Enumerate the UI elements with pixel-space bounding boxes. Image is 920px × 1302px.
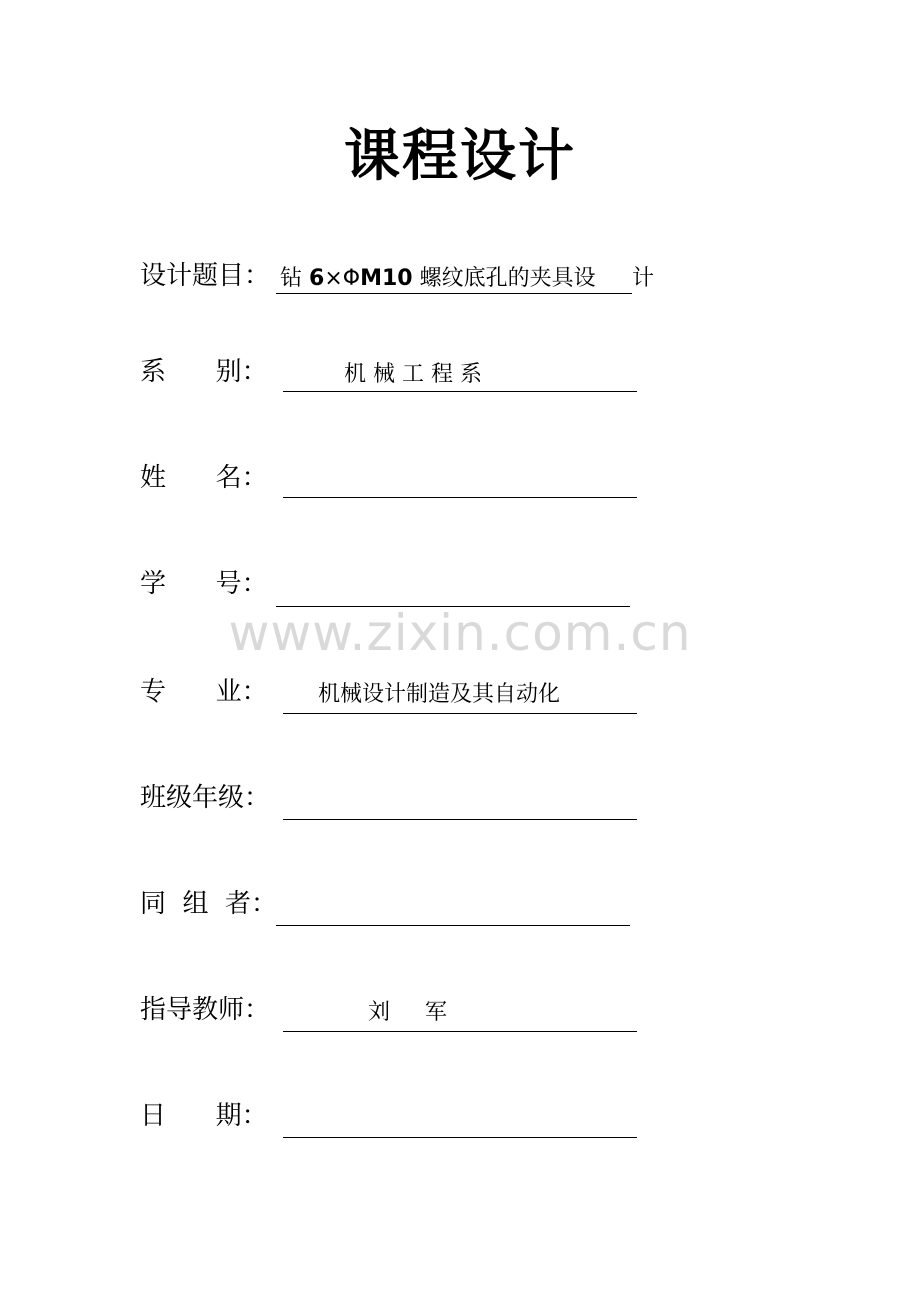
- student-id-underline: [276, 566, 630, 607]
- name-label: 姓 名：: [140, 463, 268, 493]
- class-label: 班级年级：: [140, 783, 271, 813]
- topic-number: 6: [309, 266, 325, 291]
- date-underline: [283, 1097, 637, 1138]
- topic-row: [140, 256, 780, 296]
- name-row: [140, 458, 640, 498]
- major-label: 专 业：: [140, 677, 268, 707]
- topic-symbol: ×Φ: [324, 266, 361, 291]
- name-underline: [283, 457, 637, 498]
- class-row: [140, 778, 640, 818]
- advisor-underline: [283, 991, 637, 1032]
- group-label: 同 组 者：: [140, 889, 278, 919]
- student-id-label: 学 号：: [140, 569, 268, 599]
- topic-value: [280, 261, 596, 292]
- date-label: 日 期：: [140, 1101, 268, 1131]
- topic-rest: 螺纹底孔的夹具设: [412, 266, 596, 291]
- major-value: 机械设计制造及其自动化: [318, 682, 561, 707]
- group-underline: [276, 885, 630, 926]
- group-row: [140, 884, 640, 924]
- department-label: 系 别：: [140, 357, 268, 387]
- student-id-row: [140, 564, 640, 604]
- major-row: [140, 672, 640, 712]
- topic-label: 设计题目：: [140, 261, 271, 291]
- department-value: 机 械 工 程 系: [344, 362, 482, 387]
- department-row: [140, 352, 640, 392]
- watermark: www.zixin.com.cn: [228, 604, 692, 662]
- topic-thread: M10: [360, 266, 413, 291]
- topic-prefix: 钻: [280, 266, 309, 291]
- advisor-label: 指导教师：: [140, 995, 271, 1025]
- advisor-row: [140, 990, 640, 1030]
- document-title: 课程设计: [344, 124, 576, 189]
- date-row: [140, 1096, 640, 1136]
- class-underline: [283, 779, 637, 820]
- advisor-value: 刘 军: [368, 1000, 447, 1025]
- topic-tail: 计: [632, 266, 655, 291]
